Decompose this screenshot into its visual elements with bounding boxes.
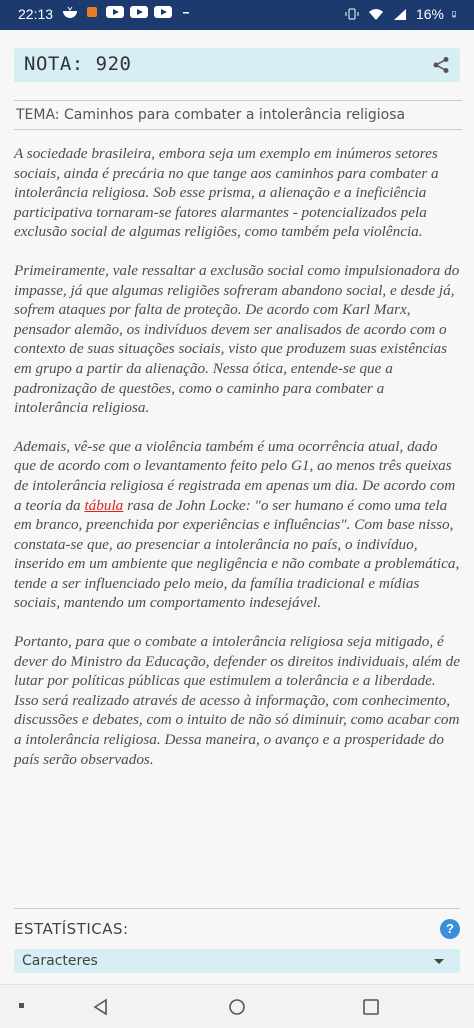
divider: [14, 908, 460, 909]
paragraph-2: Primeiramente, vale ressaltar a exclusão social como impulsionadora do impasse, já que algumas religiões sofreram abandono social, e desde já, sofrem ataques por falta de proteção. De acordo com Karl Marx, pensador alemão, os indivíduos devem ser analisados de acordo com o contexto de suas situações sociais, visto que produzem suas existências em grupo a partir da alienação. Nessa ótica, entende-se que a padronização de questões, como o caminho para combater a intolerância religiosa.: [14, 261, 460, 417]
share-icon[interactable]: [432, 56, 450, 74]
spelling-error-word[interactable]: tábula: [84, 496, 124, 514]
square-icon[interactable]: [16, 998, 28, 1014]
essay-theme: TEMA: Caminhos para combater a intolerância religiosa: [14, 100, 462, 130]
home-icon[interactable]: [228, 998, 246, 1016]
youtube-icon: [154, 6, 172, 18]
youtube-icon: [130, 6, 148, 18]
stats-title: ESTATÍSTICAS:: [14, 920, 129, 938]
battery-level: 16%: [415, 6, 444, 22]
back-icon[interactable]: [92, 998, 110, 1016]
paragraph-3: [14, 437, 460, 613]
paragraph-3-part-a: Ademais, vê-se que a violência também é uma ocorrência atual, dado que de acordo com o levantamento feito pelo G1, ao menos três queixas de intolerância religiosa é registrada em apenas um dia. De acordo com a teoria da: [14, 437, 456, 514]
wifi-icon: [368, 8, 384, 20]
bowl-icon: [62, 6, 78, 18]
score-label: NOTA: 920: [24, 53, 132, 75]
essay-text: [14, 144, 460, 788]
system-icons: [344, 6, 460, 22]
youtube-icon: [106, 6, 124, 18]
paragraph-3-part-b: rasa de John Locke: "o ser humano é como uma tela em branco, preenchida por experiências e influências". Com base nisso, constata-se que, ao presenciar a intolerância no país, o indivíduo, inserido em um ambiente que negligência e não combate a problemática, tende a ser influenciado pelo meio, da família tradicional e mídias sociais, mantendo um comportamento indesejável.: [14, 496, 460, 612]
dash-icon: [178, 6, 194, 18]
score-banner: [14, 48, 460, 82]
notification-icons: [62, 6, 194, 18]
status-time: 22:13: [18, 6, 54, 22]
stats-select[interactable]: [14, 949, 460, 973]
app-icon: [84, 6, 100, 18]
recents-icon[interactable]: [362, 998, 380, 1016]
status-bar: [0, 0, 474, 30]
chevron-down-icon: [434, 959, 444, 964]
vibrate-icon: [344, 8, 360, 20]
battery-icon: [452, 8, 460, 20]
android-nav-bar: [0, 984, 474, 1028]
stats-select-value: Caracteres: [22, 953, 98, 969]
help-icon[interactable]: ?: [440, 919, 460, 939]
paragraph-4: Portanto, para que o combate a intolerância religiosa seja mitigado, é dever do Ministro da Educação, defender os direitos individuais, além de lutar por políticas públicas que estimulem a tolerância e a liberdade. Isso será realizado através de acesso à informação, com conhecimento, discussões e debates, com o intuito de não só diminuir, como acabar com a intolerância religiosa. Dessa maneira, o avanço e a prosperidade do país serão observados.: [14, 633, 460, 768]
paragraph-1: A sociedade brasileira, embora seja um exemplo em inúmeros setores sociais, ainda é precária no que tange aos caminhos para combater a intolerância religiosa. Sob esse prisma, a alienação e a ineficiência participativa tornaram-se fatores alarmantes - potencializados pela exclusão social de algumas religiões, como também pela violência.: [14, 145, 439, 241]
signal-icon: [392, 8, 408, 20]
